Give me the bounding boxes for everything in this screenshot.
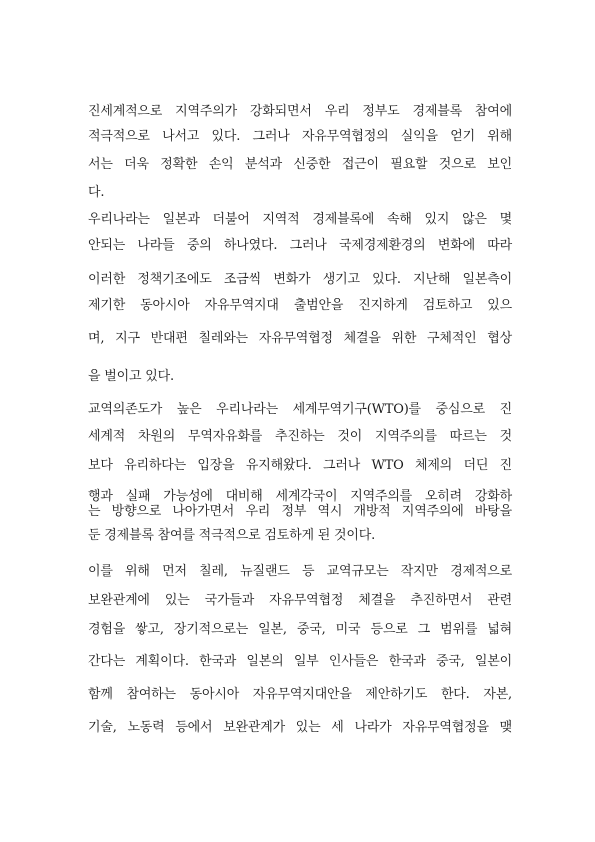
paragraph-4-line-3: 경험을 쌓고, 장기적으로는 일본, 중국, 미국 등으로 그 범위를 넓혀 — [88, 622, 512, 637]
paragraph-2-line-4: 제기한 동아시아 자유무역지대 출범안을 진지하게 검토하고 있으 — [88, 298, 512, 313]
paragraph-3-line-2: 세계적 차원의 무역자유화를 추진하는 것이 지역주의를 따르는 것 — [88, 429, 512, 444]
paragraph-2-line-2: 안되는 나라들 중의 하나였다. 그러나 국제경제환경의 변화에 따라 — [88, 238, 512, 253]
paragraph-2-line-3: 이러한 정책기조에도 조금씩 변화가 생기고 있다. 지난해 일본측이 — [88, 272, 512, 287]
paragraph-1-line-3: 서는 더욱 정확한 손익 분석과 신중한 접근이 필요할 것으로 보인 — [88, 157, 512, 172]
paragraph-3-line-4: 행과 실패 가능성에 대비해 세계각국이 지역주의를 오히려 강화하 — [88, 489, 512, 504]
paragraph-4-line-2: 보완관계에 있는 국가들과 자유무역협정 체결을 추진하면서 관련 — [88, 593, 512, 608]
paragraph-4-line-1: 이를 위해 먼저 칠레, 뉴질랜드 등 교역규모는 작지만 경제적으로 — [88, 564, 512, 579]
paragraph-1-line-4: 다. — [88, 185, 105, 200]
paragraph-1-line-2: 적극적으로 나서고 있다. 그러나 자유무역협정의 실익을 얻기 위해 — [88, 129, 512, 144]
paragraph-2-line-1: 우리나라는 일본과 더불어 지역적 경제블록에 속해 있지 않은 몇 — [88, 212, 512, 227]
paragraph-3-line-5: 는 방향으로 나아가면서 우리 정부 역시 개방적 지역주의에 바탕을 — [88, 504, 512, 519]
paragraph-2-line-6: 을 벌이고 있다. — [88, 369, 174, 384]
paragraph-4-line-4: 간다는 계획이다. 한국과 일본의 일부 인사들은 한국과 중국, 일본이 — [88, 654, 512, 669]
paragraph-1-line-1: 진세계적으로 지역주의가 강화되면서 우리 정부도 경제블록 참여에 — [88, 104, 512, 119]
paragraph-4-line-5: 함께 참여하는 동아시아 자유무역지대안을 제안하기도 한다. 자본, — [88, 687, 512, 702]
paragraph-3-line-6: 둔 경제블록 참여를 적극적으로 검토하게 된 것이다. — [88, 528, 376, 543]
paragraph-4-line-6: 기술, 노동력 등에서 보완관계가 있는 세 나라가 자유무역협정을 맺 — [88, 720, 512, 735]
paragraph-3-line-1: 교역의존도가 높은 우리나라는 세계무역기구(WTO)를 중심으로 진 — [88, 402, 512, 417]
paragraph-2-line-5: 며, 지구 반대편 칠레와는 자유무역협정 체결을 위한 구체적인 협상 — [88, 331, 512, 346]
paragraph-3-line-3: 보다 유리하다는 입장을 유지해왔다. 그러나 WTO 체제의 더딘 진 — [88, 458, 512, 473]
